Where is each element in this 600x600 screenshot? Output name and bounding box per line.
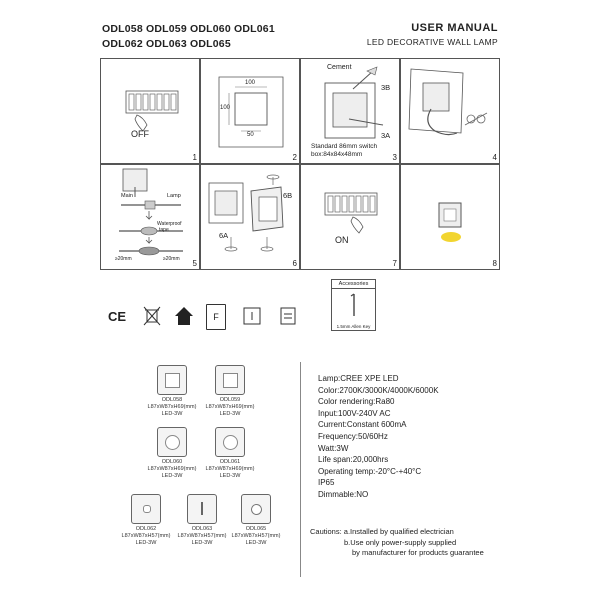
step-7-number: 7 (392, 259, 397, 268)
step-5-main-label: Main (121, 193, 133, 199)
product-card (140, 427, 204, 480)
lamp-slot-icon (131, 494, 161, 524)
step-8-panel (400, 164, 500, 270)
product-power: LED-3W (219, 473, 241, 479)
step-3-cement-label: Cement (327, 64, 352, 71)
spec-operating-temp: Operating temp:-20°C-+40°C (318, 466, 422, 476)
step-6-number: 6 (292, 259, 297, 268)
step-3-note-line2: box:84x84x48mm (311, 151, 363, 158)
step-3-3b-label: 3B (381, 83, 391, 92)
lamp-round-icon (215, 427, 245, 457)
accessories-box (331, 279, 376, 331)
step-4-number: 4 (492, 153, 497, 162)
manual-title: USER MANUAL (411, 22, 498, 34)
step-2-panel (200, 58, 300, 164)
step-5-length-right: ≥20mm (163, 256, 180, 262)
step-6-6a-label: 6A (219, 231, 229, 240)
accessories-item: 1.5mm Allen Key (336, 324, 371, 329)
step-3-number: 3 (392, 153, 397, 162)
mount-lamp-illustration (201, 165, 301, 271)
product-code: ODL065 (245, 526, 267, 532)
product-dims: L87xW87xH69(mm) (147, 466, 197, 472)
caution-line-b: b.Use only power-supply supplied (344, 537, 457, 547)
step-1-number: 1 (192, 153, 197, 162)
step-6-6b-label: 6B (283, 191, 293, 200)
product-code: ODL063 (191, 526, 213, 532)
step-5-tape-label: tape (159, 227, 169, 233)
product-power: LED-3W (161, 411, 183, 417)
step-2-dim-height: 100 (220, 105, 231, 111)
step-3-panel (300, 58, 400, 164)
weee-bin-icon (142, 304, 162, 328)
step-3-3a-label: 3A (381, 131, 391, 140)
cautions-block (310, 527, 484, 559)
step-7-panel (300, 164, 400, 270)
f-mark-icon: F (206, 304, 226, 330)
step-5-panel (100, 164, 200, 270)
product-code: ODL061 (219, 459, 241, 465)
breaker-on-illustration (301, 165, 401, 271)
model-list-line1: ODL058 ODL059 ODL060 ODL061 (102, 23, 275, 35)
product-card (198, 365, 262, 418)
indoor-use-icon (174, 304, 194, 328)
accessories-title: Accessories (332, 280, 375, 289)
spec-life-span: Life span:20,000hrs (318, 455, 389, 465)
driver-symbol-icon (278, 304, 298, 328)
spec-current: Current:Constant 600mA (318, 420, 407, 430)
lamp-square-icon (157, 365, 187, 395)
product-dims: L87xW87xH57(mm) (231, 533, 281, 539)
manual-title-block (367, 22, 498, 47)
spec-frequency: Frequency:50/60Hz (318, 431, 388, 441)
step-2-number: 2 (292, 153, 297, 162)
caution-line-a: Cautions: a.Installed by qualified electrician (310, 527, 454, 536)
caution-line-c: by manufacturer for products guarantee (352, 548, 484, 557)
product-code: ODL062 (135, 526, 157, 532)
product-card (198, 427, 262, 480)
wall-cutout-illustration (201, 59, 301, 165)
spec-ip-rating: IP65 (318, 478, 335, 488)
breaker-off-illustration (101, 59, 201, 165)
ce-mark-icon: CE (107, 308, 127, 324)
step-5-number: 5 (192, 259, 197, 268)
product-dims: L87xW87xH69(mm) (205, 466, 255, 472)
step-1-caption: OFF (131, 129, 149, 139)
lamp-square-icon (215, 365, 245, 395)
installation-steps-grid (100, 58, 500, 270)
lamp-vertical-slot-icon (187, 494, 217, 524)
product-card (224, 494, 288, 547)
allen-key-icon (332, 290, 377, 320)
step-5-length-left: ≥20mm (115, 256, 132, 262)
spec-dimmable: Dimmable:NO (318, 489, 369, 499)
step-5-lamp-label: Lamp (167, 193, 181, 199)
spec-color-rendering: Color rendering:Ra80 (318, 397, 395, 407)
product-power: LED-3W (161, 473, 183, 479)
step-5-waterproof-label: Waterproof (157, 221, 182, 227)
lamp-ring-icon (241, 494, 271, 524)
product-dims: L87xW87xH57(mm) (177, 533, 227, 539)
model-list (102, 22, 275, 52)
spec-color: Color:2700K/3000K/4000K/6000K (318, 385, 439, 395)
product-card (140, 365, 204, 418)
certification-marks (100, 300, 330, 340)
wiring-box-illustration (401, 59, 501, 165)
product-dims: L87xW87xH69(mm) (205, 404, 255, 410)
product-dims: L87xW87xH57(mm) (121, 533, 171, 539)
manual-subtitle: LED DECORATIVE WALL LAMP (366, 37, 498, 47)
step-2-dim-depth: 50 (247, 132, 254, 138)
step-2-dim-width: 100 (245, 80, 256, 86)
product-code: ODL059 (219, 397, 241, 403)
product-dims: L87xW87xH69(mm) (147, 404, 197, 410)
spec-lamp: Lamp:CREE XPE LED (318, 374, 399, 383)
product-power: LED-3W (219, 411, 241, 417)
class-ii-icon (242, 304, 262, 328)
product-card (114, 494, 178, 547)
product-power: LED-3W (135, 540, 157, 546)
step-8-number: 8 (492, 259, 497, 268)
step-3-note-line1: Standard 86mm switch (311, 143, 378, 150)
model-list-line2: ODL062 ODL063 ODL065 (102, 38, 231, 50)
step-4-panel (400, 58, 500, 164)
product-code: ODL058 (161, 397, 183, 403)
step-7-caption: ON (335, 235, 349, 245)
product-code: ODL060 (161, 459, 183, 465)
product-power: LED-3W (245, 540, 267, 546)
section-divider (300, 362, 301, 577)
product-power: LED-3W (191, 540, 213, 546)
lamp-lit-illustration (401, 165, 501, 271)
lamp-round-icon (157, 427, 187, 457)
spec-input: Input:100V-240V AC (318, 408, 391, 418)
step-6-panel (200, 164, 300, 270)
step-1-panel (100, 58, 200, 164)
specifications-list (318, 373, 439, 501)
spec-watt: Watt:3W (318, 443, 349, 453)
